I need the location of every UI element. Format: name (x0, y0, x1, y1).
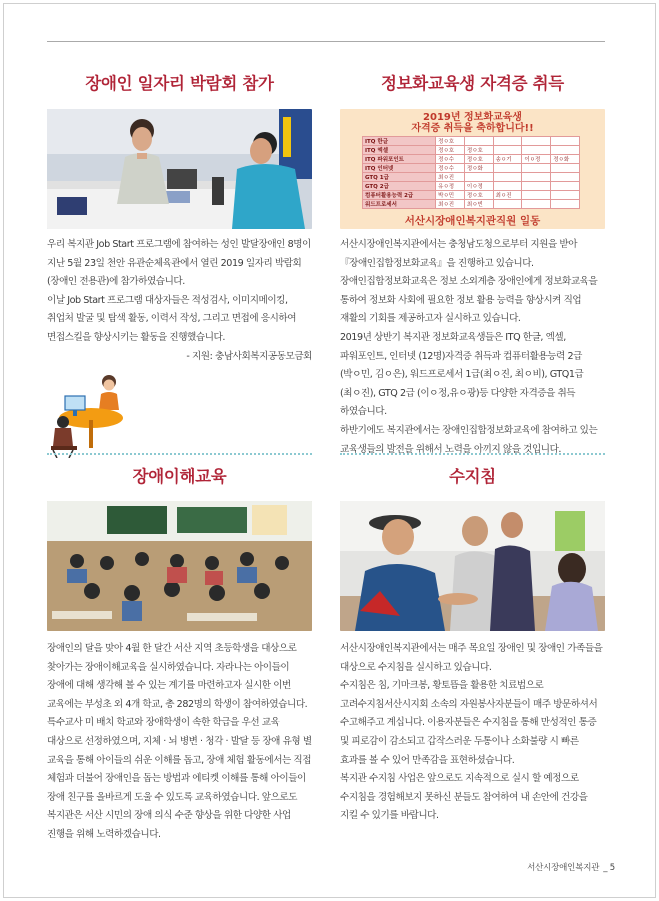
certificate-name-cell: 워드프로세서 (363, 200, 436, 209)
section-title: 수지침 (449, 467, 496, 486)
certificate-holder-cell (522, 200, 551, 209)
certificate-holder-cell (464, 173, 493, 182)
certificate-holder-cell: 유ㅇ정 (436, 182, 465, 191)
certificate-holder-cell (551, 137, 580, 146)
paragraph: 장애인의 달을 맞아 4월 한 달간 서산 지역 초등학생을 대상으로 찾아가는 장애이해교육을 실시하였습니다. 자라나는 아이들이 장애에 대해 생각해 볼 수 있는 계기를 마련하고자 실시한 이번 교육에는 부성초 외 4개 학교, 총 282명의 학생이 참여하였습니다. 특수교사 미 배치 학교와 장애학생이 속한 학급을 우선 교육 대상으로 선정하였으며, 지체 · 뇌 병변 · 청각 · 발달 등 장애 유형 별 교육을 통해 아이들의 쉬운 이해를 돕고, 장애 체험 활동에서는 직접 체험과 더불어 장애인을 돕는 방법과 에티켓 이해를 통해 아이들이 장애 친구를 올바르게 도울 수 있도록 교육하였습니다. 앞으로도 복지관은 서산 시민의 장애 의식 수준 향상을 위한 다양한 사업 진행을 위해 노력하겠습니다. (47, 643, 312, 840)
certificate-table-row (363, 164, 580, 173)
certificate-holder-cell: 이ㅇ정 (464, 182, 493, 191)
job-fair-photo-illustration (47, 109, 312, 229)
section-awareness (47, 465, 312, 845)
poster-heading (380, 112, 565, 134)
certificate-name-cell: GTQ 2급 (363, 182, 436, 191)
certificate-holder-cell: 정ㅇ수 (436, 164, 465, 173)
certificate-name-cell: ITQ 한글 (363, 137, 436, 146)
certificate-table-row (363, 200, 580, 209)
certificate-holder-cell (493, 173, 522, 182)
certificate-table-row (363, 155, 580, 164)
certificate-holder-cell: 정ㅇ화 (551, 155, 580, 164)
certificate-holder-cell: 정ㅇ호 (464, 155, 493, 164)
certificate-holder-cell (493, 200, 522, 209)
certificate-holder-cell (551, 164, 580, 173)
certificate-holder-cell (522, 146, 551, 155)
section-title: 장애인 일자리 박람회 참가 (85, 74, 274, 93)
certificate-name-cell: GTQ 1급 (363, 173, 436, 182)
certificate-holder-cell (493, 164, 522, 173)
certificate-holder-cell: 최ㅇ진 (436, 200, 465, 209)
section-job-fair (47, 72, 312, 458)
certificate-holder-cell: 이ㅇ정 (522, 155, 551, 164)
certificate-holder-cell: 정ㅇ수 (436, 155, 465, 164)
certificate-table-row (363, 173, 580, 182)
section-info-cert (340, 72, 605, 459)
certificate-holder-cell (493, 146, 522, 155)
certificate-table (362, 136, 580, 209)
desk-illustration (51, 366, 131, 458)
certificate-holder-cell: 정ㅇ호 (464, 191, 493, 200)
awareness-body (47, 640, 312, 845)
certificate-holder-cell: 송ㅇ기 (493, 155, 522, 164)
section-divider (47, 453, 312, 455)
section-acupuncture (340, 465, 605, 826)
certificate-holder-cell: 최ㅇ진 (493, 191, 522, 200)
certificate-table-row (363, 182, 580, 191)
page-number: _ 5 (603, 863, 615, 873)
certificate-holder-cell: 정ㅇ호 (436, 146, 465, 155)
paragraph: 이날 Job Start 프로그램 대상자들은 적성검사, 이미지메이킹, 취업처 발굴 및 탐색 활동, 이력서 작성, 그리고 면접에 응시하여 면접스킬을 향상시키는 활동을 진행했습니다. (47, 294, 297, 343)
certificate-holder-cell (551, 173, 580, 182)
paragraph: 서산시장애인복지관에서는 충청남도청으로부터 지원을 받아 『장애인집합정보화교육』을 진행하고 있습니다. 장애인집합정보화교육은 정보 소외계층 장애인에게 정보화교육을 통하여 정보화 사회에 필요한 정보 활용 능력을 향상시켜 직업 재활의 기회를 제공하고자 실시하고 있습니다. (340, 239, 598, 325)
section-title: 정보화교육생 자격증 취득 (381, 74, 564, 93)
certificate-holder-cell (551, 182, 580, 191)
paragraph: 우리 복지관 Job Start 프로그램에 참여하는 성인 발달장애인 8명이 지난 5월 23일 천안 유관순체육관에서 열린 2019 일자리 박람회(장애인 전용관)에 참가하였습니다. (47, 239, 311, 288)
certificate-table-row (363, 146, 580, 155)
acupuncture-photo-illustration (340, 501, 605, 631)
certificate-holder-cell (522, 191, 551, 200)
certificate-name-cell: 컴퓨터활용능력 2급 (363, 191, 436, 200)
certificate-holder-cell (522, 164, 551, 173)
paragraph: 수지침은 침, 기마크봉, 황토뜸을 활용한 치료법으로 고려수지침서산시지회 소속의 자원봉사자분들이 매주 방문하셔서 수고해주고 계십니다. 이용자분들은 수지침을 통해 만성적인 통증 및 피로감이 감소되고 갑작스러운 두통이나 소화불량 시 빠른 효과를 볼 수 있어 만족감을 표현하셨습니다. (340, 680, 598, 766)
certificate-name-cell: ITQ 인터넷 (363, 164, 436, 173)
certificate-holder-cell: 최ㅇ빈 (464, 200, 493, 209)
acupuncture-body (340, 640, 605, 826)
job-fair-body (47, 236, 312, 348)
paragraph: 2019년 상반기 복지관 정보화교육생들은 ITQ 한글, 엑셀, 파워포인트, 인터넷 (12명)자격증 취득과 컴퓨터활용능력 2급(박ㅇ민, 김ㅇ은), 워드프로세서 1급(최ㅇ진, 최ㅇ비), GTQ1급 (최ㅇ진), GTQ 2급 (이ㅇ정,유ㅇ광)등 다양한 자격증을 취득 하였습니다. (340, 331, 584, 418)
footer-org: 서산시장애인복지관 (527, 863, 600, 873)
certificate-holder-cell (493, 137, 522, 146)
paragraph: 복지관 수지침 사업은 앞으로도 지속적으로 실시 할 예정으로 수지침을 경험해보지 못하신 분들도 참여하여 내 손안에 건강을 지킬 수 있기를 바랍니다. (340, 773, 588, 822)
poster-heading-line2: 자격증 취득을 축하합니다!! (411, 123, 534, 134)
section-title: 장애이해교육 (132, 467, 227, 486)
top-rule (47, 41, 605, 42)
classroom-photo (47, 501, 312, 631)
poster-footer: 서산시장애인복지관직원 일동 (404, 215, 541, 227)
credit-line: - 지원: 충남사회복지공동모금회 (186, 350, 312, 362)
certificate-table-row (363, 191, 580, 200)
certificate-holder-cell: 정ㅇ호 (464, 146, 493, 155)
certificate-holder-cell: 정ㅇ화 (464, 164, 493, 173)
certificate-table-row (363, 137, 580, 146)
certificate-holder-cell: 정ㅇ호 (436, 137, 465, 146)
certificate-holder-cell (522, 173, 551, 182)
paragraph: 하반기에도 복지관에서는 장애인집합정보화교육에 참여하고 있는 교육생들의 발전을 위해서 노력을 아끼지 않을 것입니다. (340, 424, 598, 455)
page-footer (527, 861, 615, 873)
certificate-holder-cell (522, 182, 551, 191)
certificate-holder-cell (551, 146, 580, 155)
certificate-name-cell: ITQ 엑셀 (363, 146, 436, 155)
certificate-holder-cell (551, 200, 580, 209)
classroom-photo-illustration (47, 501, 312, 631)
certificate-holder-cell (522, 137, 551, 146)
certificate-holder-cell (551, 191, 580, 200)
poster-heading-line1: 2019년 정보화교육생 (423, 112, 522, 123)
certificate-holder-cell (493, 182, 522, 191)
section-divider (340, 453, 605, 455)
info-cert-body (340, 236, 605, 459)
certificate-holder-cell: 최ㅇ진 (436, 173, 465, 182)
certificate-name-cell: ITQ 파워포인트 (363, 155, 436, 164)
job-fair-photo (47, 109, 312, 229)
certificate-poster (340, 109, 605, 229)
paragraph: 서산시장애인복지관에서는 매주 목요일 장애인 및 장애인 가족들을 대상으로 수지침을 실시하고 있습니다. (340, 643, 603, 673)
certificate-holder-cell (464, 137, 493, 146)
acupuncture-photo (340, 501, 605, 631)
certificate-holder-cell: 박ㅇ민 (436, 191, 465, 200)
